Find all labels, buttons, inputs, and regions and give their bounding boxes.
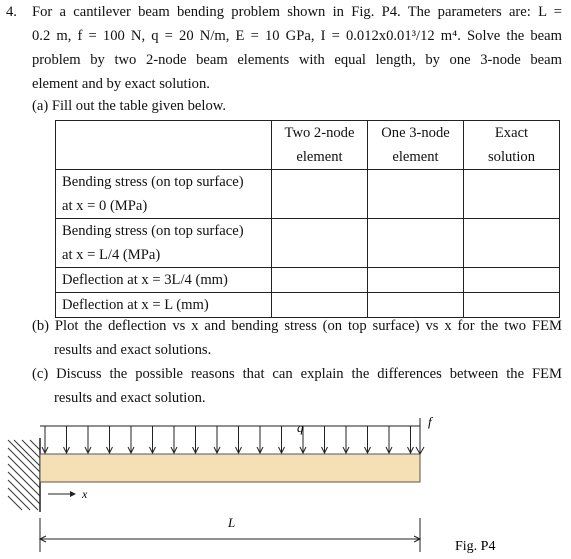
table-row — [56, 170, 560, 219]
distributed-load-arrows — [42, 426, 414, 453]
header-exact: Exact solution — [464, 121, 560, 170]
answer-cell[interactable] — [272, 268, 368, 293]
table-row — [56, 219, 560, 268]
part-b-text-line-1: (b) Plot the deflection vs x and bending stress (on top surface) vs x for the two FEM — [32, 318, 562, 334]
figure-caption: Fig. P4 — [455, 539, 496, 554]
answer-cell[interactable] — [368, 170, 464, 219]
length-label: L — [228, 515, 236, 530]
beam-body — [40, 454, 420, 482]
x-axis-arrowhead — [70, 491, 76, 497]
part-b-text-line-2: results and exact solutions. — [54, 342, 212, 358]
answer-cell[interactable] — [272, 219, 368, 268]
problem-number: 4. — [6, 4, 17, 20]
answer-cell[interactable] — [464, 219, 560, 268]
table-header-row — [56, 121, 560, 170]
fixed-support-hatching — [8, 440, 40, 510]
answer-cell[interactable] — [368, 268, 464, 293]
answer-cell[interactable] — [464, 293, 560, 318]
x-axis-label: x — [82, 487, 88, 501]
row-label: Deflection at x = L (mm) — [56, 293, 272, 318]
problem-text-line-4: element and by exact solution. — [32, 76, 210, 92]
answer-cell[interactable] — [272, 170, 368, 219]
table-row — [56, 268, 560, 293]
problem-text-line-2: 0.2 m, f = 100 N, q = 20 N/m, E = 10 GPa, I = 0.012x0.01³/12 m⁴. Solve the beam — [32, 28, 562, 44]
load-q-label: q — [297, 420, 304, 435]
answer-cell[interactable] — [272, 293, 368, 318]
answer-cell[interactable] — [464, 170, 560, 219]
row-label: Deflection at x = 3L/4 (mm) — [56, 268, 272, 293]
header-empty-cell — [56, 121, 272, 170]
results-table — [55, 120, 560, 318]
row-label: Bending stress (on top surface) at x = 0 (MPa) — [56, 170, 272, 219]
answer-cell[interactable] — [368, 219, 464, 268]
force-f-label: f — [428, 414, 432, 429]
cantilever-beam-figure — [0, 410, 571, 559]
answer-cell[interactable] — [368, 293, 464, 318]
part-a-instruction: (a) Fill out the table given below. — [32, 98, 226, 114]
row-label: Bending stress (on top surface) at x = L/4 (MPa) — [56, 219, 272, 268]
part-c-text-line-1: (c) Discuss the possible reasons that can explain the differences between the FEM — [32, 366, 562, 382]
answer-cell[interactable] — [464, 268, 560, 293]
header-two-2-node: Two 2-node element — [272, 121, 368, 170]
header-one-3-node: One 3-node element — [368, 121, 464, 170]
part-c-text-line-2: results and exact solution. — [54, 390, 206, 406]
problem-text-line-3: problem by two 2-node beam elements with equal length, by one 3-node beam — [32, 52, 562, 68]
table-row — [56, 293, 560, 318]
problem-text-line-1: For a cantilever beam bending problem shown in Fig. P4. The parameters are: L = — [32, 4, 562, 20]
